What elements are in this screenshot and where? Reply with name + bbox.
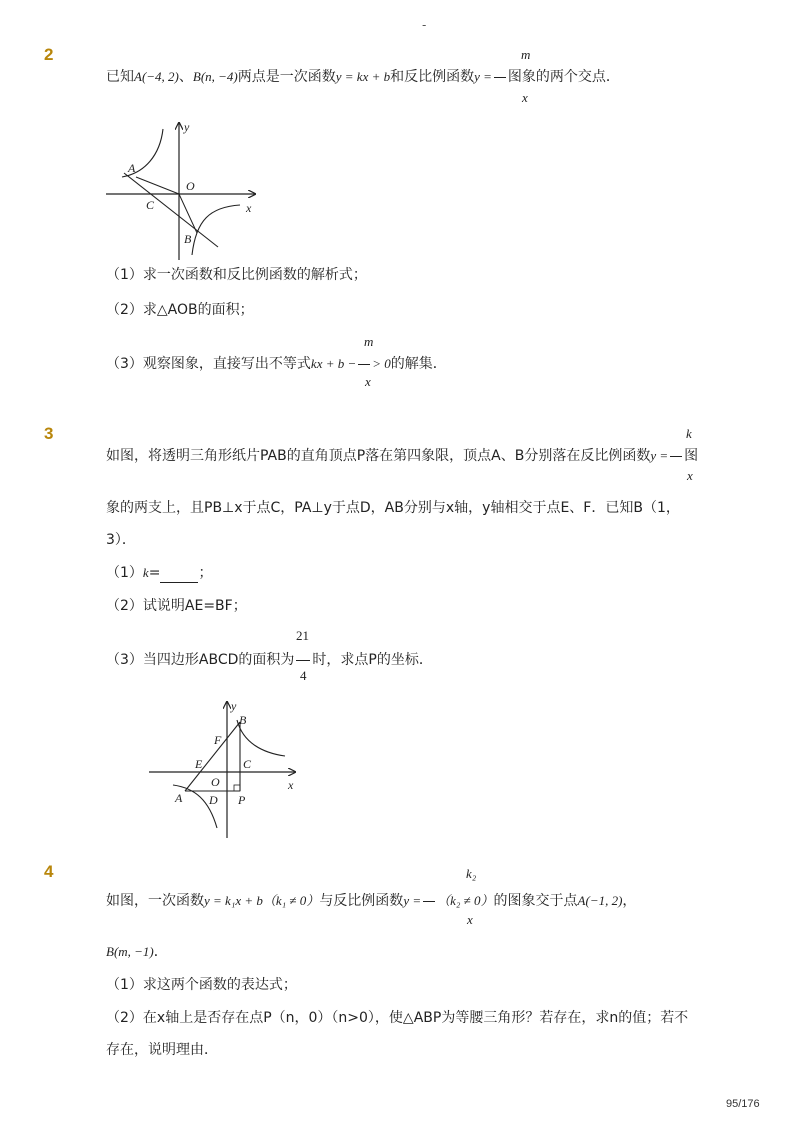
q3-answer-blank[interactable] xyxy=(160,568,198,583)
q2-sub3-numerator: m xyxy=(364,334,374,349)
q3-label-C: C xyxy=(243,757,252,771)
q4-fraction-bar xyxy=(423,901,435,902)
q3-fraction-bar xyxy=(670,456,682,457)
q2-segment-OA xyxy=(136,177,179,194)
q3-sub3: （3）当四边形ABCD的面积为 时，求点P的坐标． xyxy=(106,652,433,668)
q4-fraction-denominator: x xyxy=(467,912,473,927)
question-number-4: 4 xyxy=(44,862,54,881)
q4-statement-line1: 如图，一次函数y = k₁x + b（k₁ ≠ 0）与反比例函数y = （k₂ ≠ 0）的图象交于点A(−1, 2)， xyxy=(106,893,637,909)
q2-sub3-denominator: x xyxy=(365,374,371,389)
q3-label-x: x xyxy=(288,778,294,792)
q3-label-B: B xyxy=(239,713,247,727)
q2-label-x: x xyxy=(246,201,252,215)
q4-sub2: （2）在x轴上是否存在点P（n，0）（n>0），使△ABP为等腰三角形？若存在，求n的值；若不 xyxy=(106,1010,689,1026)
q4-statement-line2: B(m, −1)． xyxy=(106,944,168,960)
q2-linear-line xyxy=(124,173,218,247)
q2-sub3: （3）观察图象，直接写出不等式kx + b − > 0的解集． xyxy=(106,356,447,372)
q3-sub2: （2）试说明AE=BF； xyxy=(106,598,247,614)
q2-label-C: C xyxy=(146,198,155,212)
q3-label-D: D xyxy=(209,793,218,807)
q3-sub1: （1）k= ； xyxy=(106,565,213,581)
q4-sub1: （1）求这两个函数的表达式； xyxy=(106,977,297,993)
top-mark: - xyxy=(422,18,427,32)
q3-label-F: F xyxy=(214,733,222,747)
q2-label-A: A xyxy=(128,161,136,175)
q2-fraction-bar xyxy=(494,77,506,78)
q2-statement-line: 已知A(−4, 2)、B(n, −4)两点是一次函数y = kx + b和反比例函数y = 图象的两个交点． xyxy=(106,69,620,85)
q3-statement-line1: 如图，将透明三角形纸片PAB的直角顶点P落在第四象限，顶点A、B分别落在反比例函数y = 图 xyxy=(106,448,699,464)
q3-sub3-fraction-bar xyxy=(296,660,310,661)
q3-fraction-numerator: k xyxy=(686,426,692,441)
q3-sub3-numerator: 21 xyxy=(296,628,309,643)
question-number-2: 2 xyxy=(44,45,54,64)
q3-label-P: P xyxy=(238,793,246,807)
q3-label-A: A xyxy=(175,791,183,805)
q2-sub3-fraction-bar xyxy=(358,364,370,365)
q4-sub2-continued: 存在，说明理由． xyxy=(106,1042,218,1058)
q2-sub1: （1）求一次函数和反比例函数的解析式； xyxy=(106,267,367,283)
q3-label-O: O xyxy=(211,775,220,789)
q2-sub2: （2）求△AOB的面积； xyxy=(106,302,254,318)
question-number-3: 3 xyxy=(44,424,54,443)
q2-fraction-numerator: m xyxy=(521,47,531,62)
q4-fraction-numerator: k₂ xyxy=(466,866,477,881)
q2-hyperbola-right xyxy=(192,205,240,255)
q3-statement-line2: 象的两支上，且PB⊥x于点C，PA⊥y于点D，AB分别与x轴，y轴相交于点E、F．已知B（1， xyxy=(106,500,680,516)
q3-sub3-denominator: 4 xyxy=(300,668,307,683)
q2-label-O: O xyxy=(186,179,195,193)
q3-label-y: y xyxy=(231,699,237,713)
page-number: 95/176 xyxy=(726,1098,760,1110)
q3-label-E: E xyxy=(195,757,203,771)
q2-segment-OB xyxy=(179,194,197,233)
q3-graph xyxy=(145,698,310,843)
q2-graph xyxy=(100,115,265,265)
q3-fraction-denominator: x xyxy=(687,468,693,483)
q2-fraction-denominator: x xyxy=(522,90,528,105)
q2-label-B: B xyxy=(184,232,192,246)
q3-right-angle-mark xyxy=(234,785,240,791)
q3-statement-line3: 3）． xyxy=(106,532,136,548)
q2-label-y: y xyxy=(184,120,190,134)
